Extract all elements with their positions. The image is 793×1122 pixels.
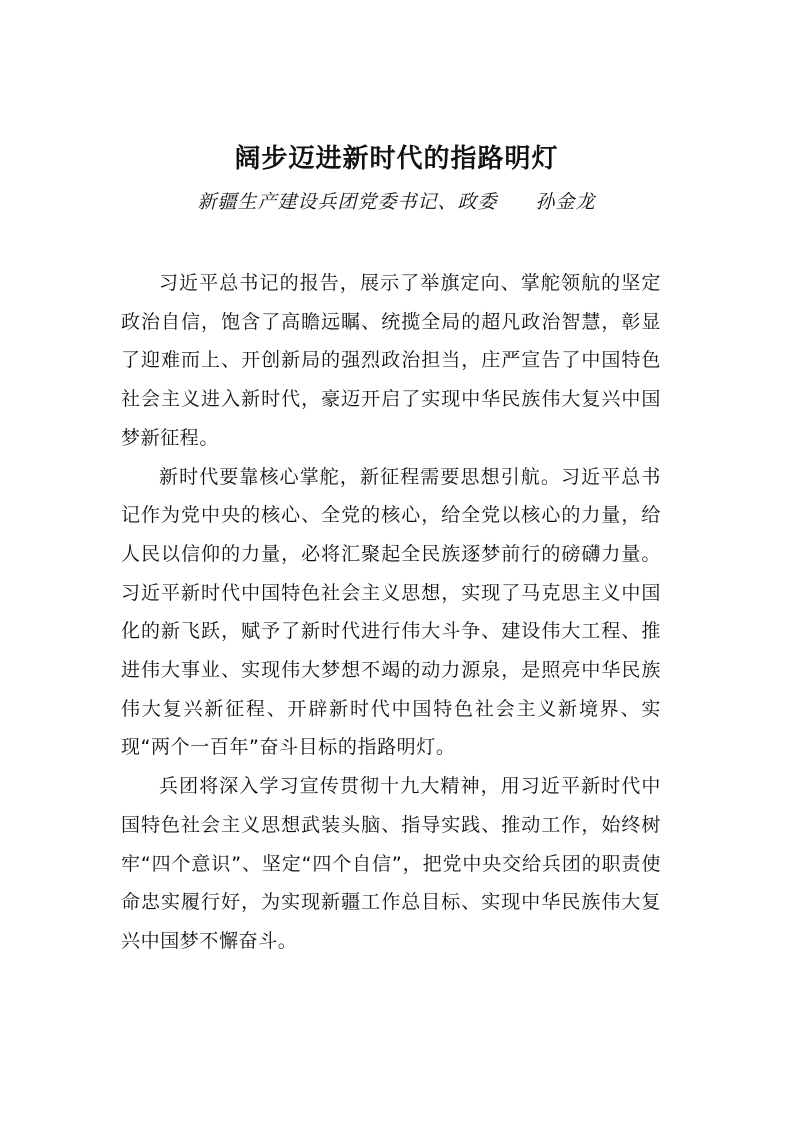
byline	[0, 188, 793, 216]
article-body	[121, 264, 661, 961]
document-title: 阔步迈进新时代的指路明灯	[234, 144, 559, 174]
paragraph-3: 兵团将深入学习宣传贯彻十九大精神，用习近平新时代中国特色社会主义思想武装头脑、指导实践、推动工作，始终树牢“四个意识”、坚定“四个自信”，把党中央交给兵团的职责使命忠实履行好，为实现新疆工作总目标、实现中华民族伟大复兴中国梦不懈奋斗。	[121, 775, 661, 952]
author-position: 新疆生产建设兵团党委书记、政委	[197, 191, 498, 213]
author-name: 孙金龙	[535, 191, 596, 213]
paragraph-2: 新时代要靠核心掌舵，新征程需要思想引航。习近平总书记作为党中央的核心、全党的核心，给全党以核心的力量，给人民以信仰的力量，必将汇聚起全民族逐梦前行的磅礴力量。习近平新时代中国特色社会主义思想，实现了马克思主义中国化的新飞跃，赋予了新时代进行伟大斗争、建设伟大工程、推进伟大事业、实现伟大梦想不竭的动力源泉，是照亮中华民族伟大复兴新征程、开辟新时代中国特色社会主义新境界、实现“两个一百年”奋斗目标的指路明灯。	[121, 465, 661, 759]
paragraph-1: 习近平总书记的报告，展示了举旗定向、掌舵领航的坚定政治自信，饱含了高瞻远瞩、统揽全局的超凡政治智慧，彰显了迎难而上、开创新局的强烈政治担当，庄严宣告了中国特色社会主义进入新时代，豪迈开启了实现中华民族伟大复兴中国梦新征程。	[121, 272, 661, 449]
